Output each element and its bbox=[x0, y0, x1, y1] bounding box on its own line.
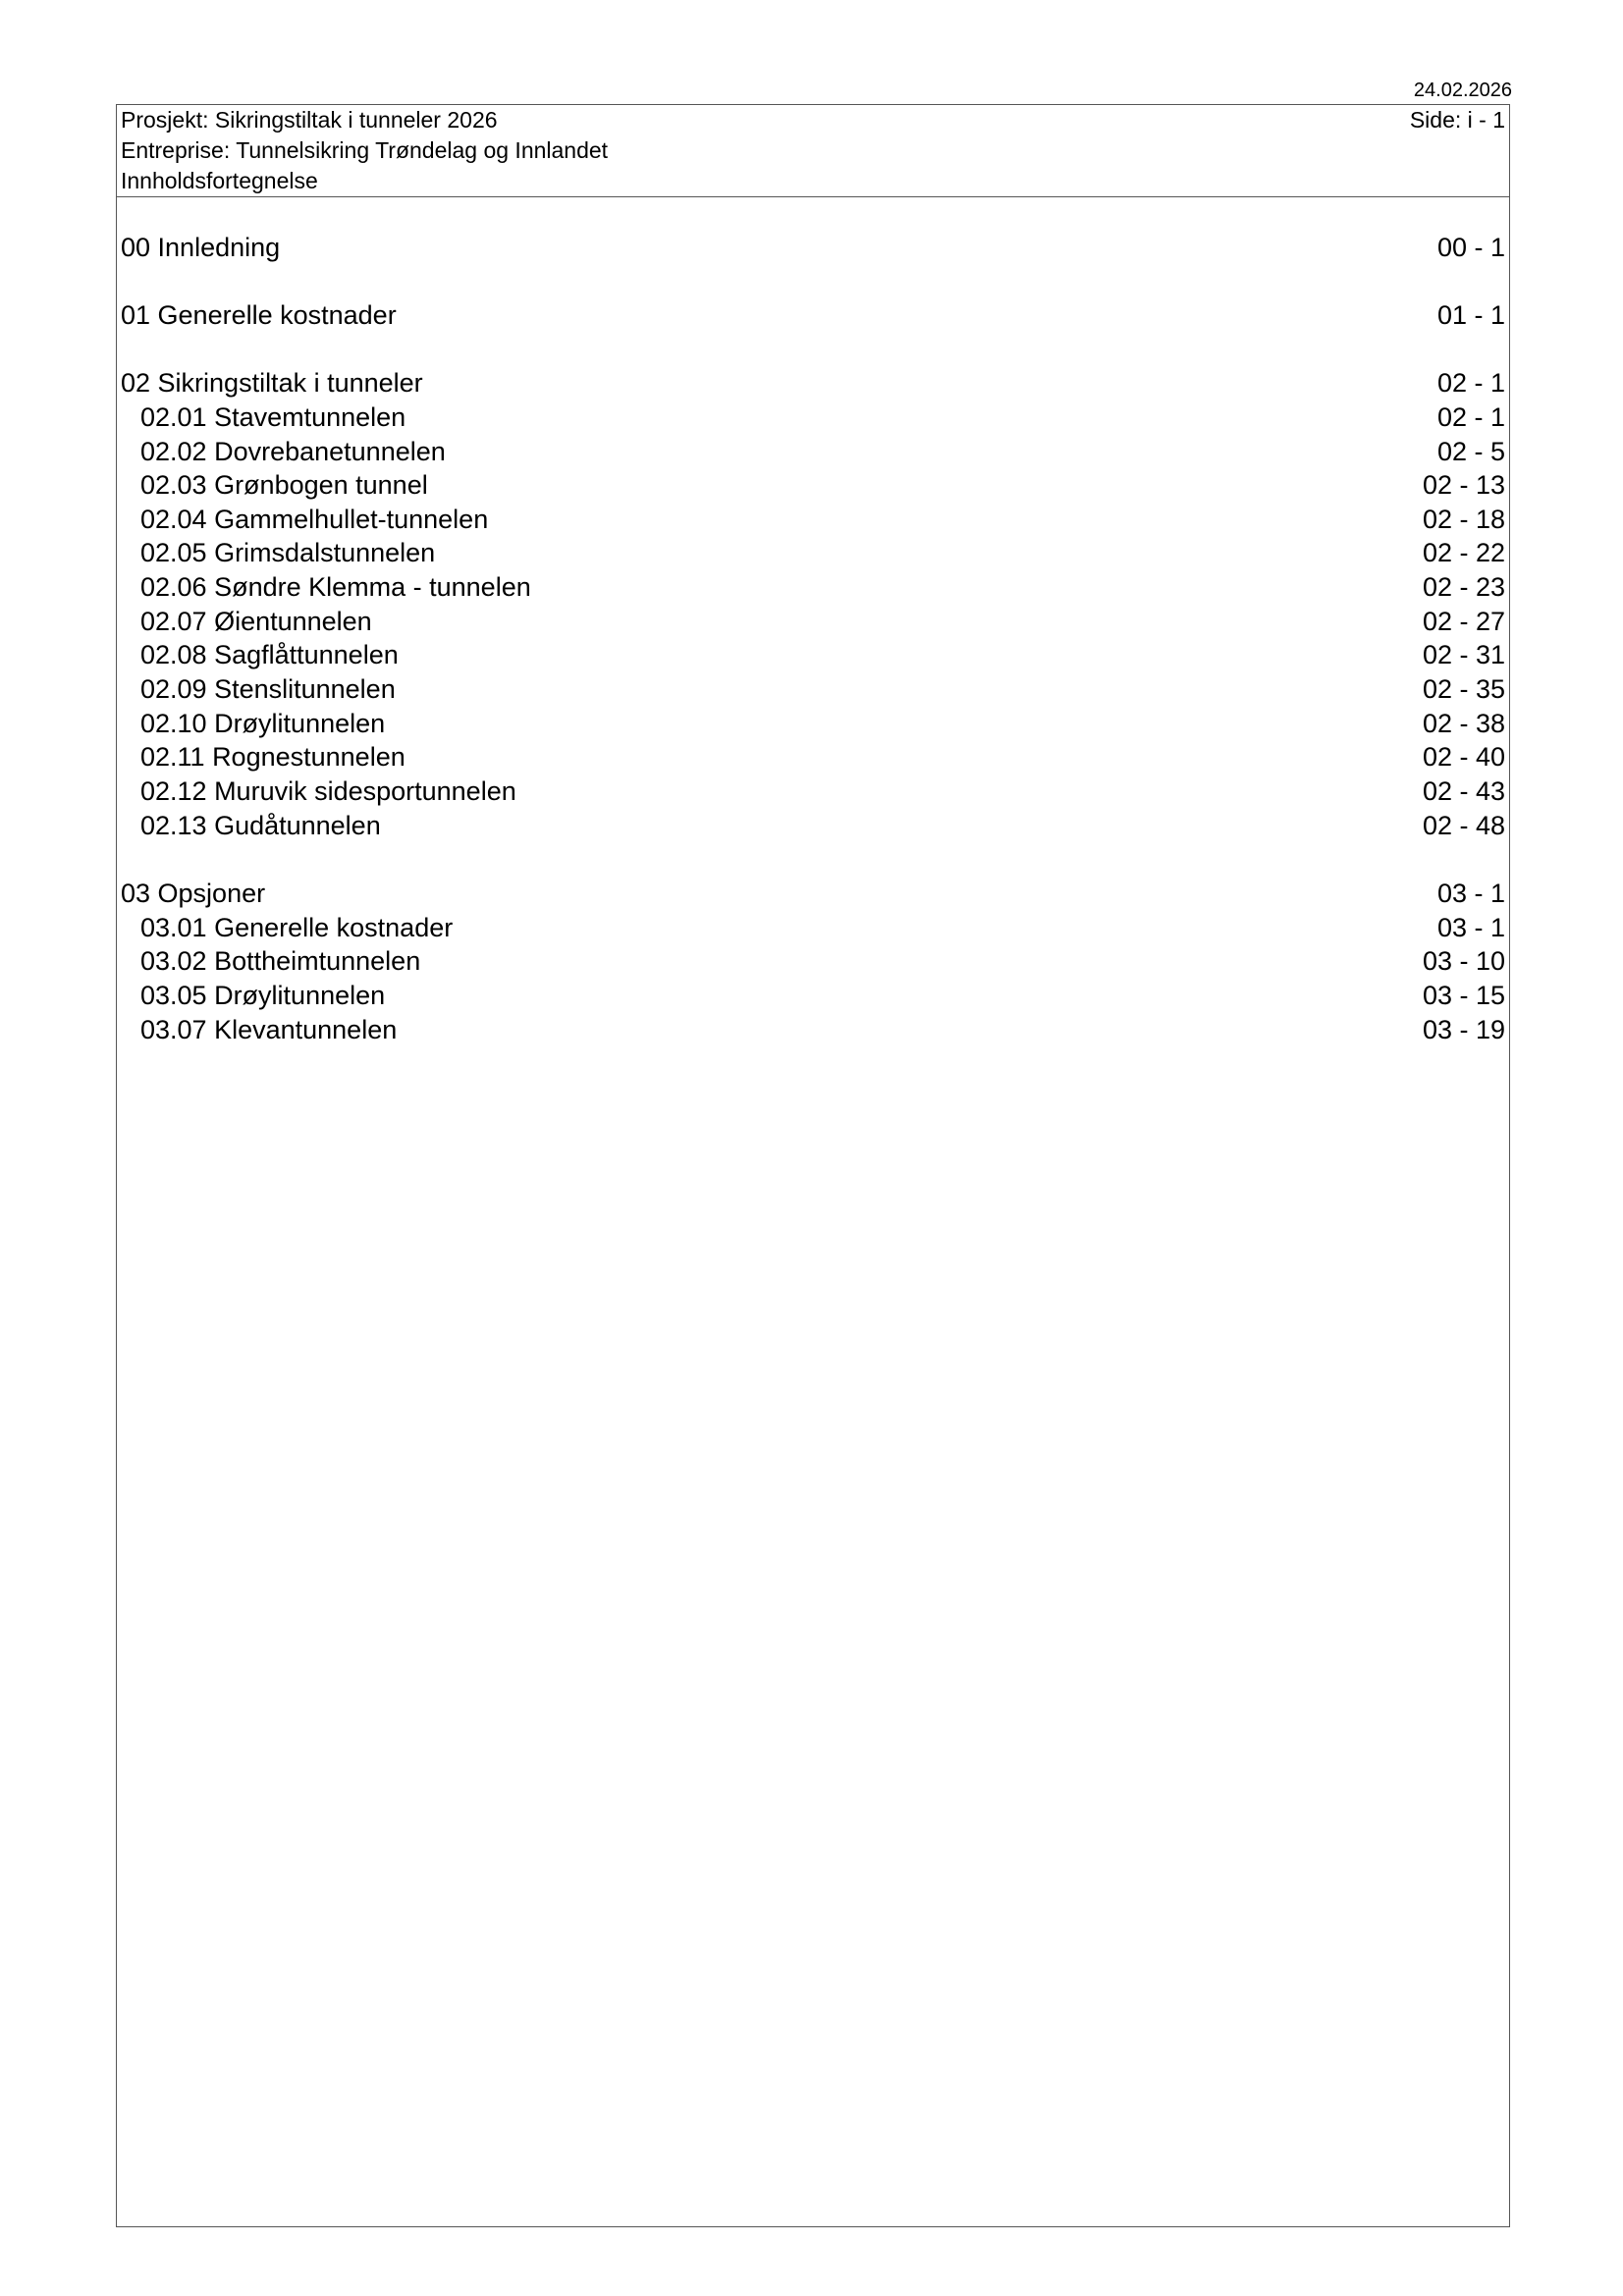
toc-subentry[interactable] bbox=[121, 400, 1505, 434]
section-title: Innholdsfortegnelse bbox=[121, 168, 318, 193]
toc-entry-title: 02.10 Drøylitunnelen bbox=[140, 709, 386, 738]
toc-entry[interactable] bbox=[121, 366, 1505, 400]
toc-subentry[interactable] bbox=[121, 740, 1505, 774]
toc-entry-title: 02.13 Gudåtunnelen bbox=[140, 811, 381, 840]
toc-subentry[interactable] bbox=[121, 503, 1505, 536]
toc-entry-title: 02.12 Muruvik sidesportunnelen bbox=[140, 776, 516, 806]
toc-entry-page: 02 - 40 bbox=[1422, 742, 1505, 772]
toc-entry-title: 03.01 Generelle kostnader bbox=[140, 913, 454, 942]
toc-entry-page: 02 - 43 bbox=[1422, 776, 1505, 806]
toc-entry-page: 02 - 31 bbox=[1422, 640, 1505, 669]
toc-entry-title: 02.04 Gammelhullet-tunnelen bbox=[140, 505, 489, 534]
toc-entry-page: 02 - 35 bbox=[1422, 674, 1505, 704]
toc-subentry[interactable] bbox=[121, 468, 1505, 502]
toc-entry-page: 02 - 38 bbox=[1422, 709, 1505, 738]
toc-subentry[interactable] bbox=[121, 570, 1505, 604]
toc-subentry[interactable] bbox=[121, 944, 1505, 978]
toc-entry-title: 02.05 Grimsdalstunnelen bbox=[140, 538, 436, 567]
toc-entry-title: 02.03 Grønbogen tunnel bbox=[140, 470, 428, 500]
toc-entry[interactable] bbox=[121, 231, 1505, 264]
toc-entry-page: 03 - 1 bbox=[1436, 879, 1505, 908]
toc-subentry[interactable] bbox=[121, 672, 1505, 706]
toc-subentry[interactable] bbox=[121, 536, 1505, 569]
toc-entry-page: 03 - 15 bbox=[1422, 981, 1505, 1010]
toc-entry-title: 02.06 Søndre Klemma - tunnelen bbox=[140, 572, 531, 602]
toc-entry-title: 00 Innledning bbox=[121, 233, 281, 262]
toc-subentry[interactable] bbox=[121, 435, 1505, 468]
toc-entry-page: 02 - 48 bbox=[1422, 811, 1505, 840]
toc-entry-title: 03.02 Bottheimtunnelen bbox=[140, 946, 421, 976]
toc-entry-title: 02.11 Rognestunnelen bbox=[140, 742, 406, 772]
toc-entry-page: 03 - 19 bbox=[1422, 1015, 1505, 1044]
toc-subentry[interactable] bbox=[121, 638, 1505, 671]
toc-entry-page: 03 - 10 bbox=[1422, 946, 1505, 976]
toc-entry-page: 02 - 18 bbox=[1422, 505, 1505, 534]
page-frame bbox=[116, 104, 1510, 2227]
toc-entry-title: 02 Sikringstiltak i tunneler bbox=[121, 368, 423, 398]
toc-entry-title: 01 Generelle kostnader bbox=[121, 300, 397, 330]
document-date: 24.02.2026 bbox=[1413, 80, 1512, 101]
toc-entry-page: 01 - 1 bbox=[1436, 300, 1505, 330]
toc-entry-page: 02 - 1 bbox=[1436, 368, 1505, 398]
toc-entry[interactable] bbox=[121, 298, 1505, 332]
page-header bbox=[117, 105, 1509, 197]
toc-entry-page: 03 - 1 bbox=[1436, 913, 1505, 942]
toc-subentry[interactable] bbox=[121, 809, 1505, 842]
toc-entry-page: 02 - 1 bbox=[1436, 402, 1505, 432]
toc-entry-title: 03 Opsjoner bbox=[121, 879, 266, 908]
toc-entry-title: 02.07 Øientunnelen bbox=[140, 607, 372, 636]
toc-entry-title: 02.09 Stenslitunnelen bbox=[140, 674, 396, 704]
toc-entry-title: 02.02 Dovrebanetunnelen bbox=[140, 437, 446, 466]
toc-entry-title: 02.08 Sagflåttunnelen bbox=[140, 640, 399, 669]
toc-subentry[interactable] bbox=[121, 605, 1505, 638]
toc-entry-page: 02 - 22 bbox=[1422, 538, 1505, 567]
toc-entry-title: 03.05 Drøylitunnelen bbox=[140, 981, 386, 1010]
page-number: Side: i - 1 bbox=[1409, 107, 1505, 133]
toc-entry-title: 03.07 Klevantunnelen bbox=[140, 1015, 398, 1044]
toc-entry-title: 02.01 Stavemtunnelen bbox=[140, 402, 406, 432]
toc-subentry[interactable] bbox=[121, 774, 1505, 808]
toc-entry-page: 02 - 23 bbox=[1422, 572, 1505, 602]
toc-subentry[interactable] bbox=[121, 911, 1505, 944]
toc-entry-page: 00 - 1 bbox=[1436, 233, 1505, 262]
toc-subentry[interactable] bbox=[121, 1013, 1505, 1046]
toc-entry-page: 02 - 5 bbox=[1436, 437, 1505, 466]
entreprise-title: Entreprise: Tunnelsikring Trøndelag og Innlandet bbox=[121, 137, 609, 163]
project-title: Prosjekt: Sikringstiltak i tunneler 2026 bbox=[121, 107, 498, 133]
toc-subentry[interactable] bbox=[121, 707, 1505, 740]
toc-entry[interactable] bbox=[121, 877, 1505, 910]
toc-entry-page: 02 - 13 bbox=[1422, 470, 1505, 500]
toc-entry-page: 02 - 27 bbox=[1422, 607, 1505, 636]
toc-subentry[interactable] bbox=[121, 979, 1505, 1012]
